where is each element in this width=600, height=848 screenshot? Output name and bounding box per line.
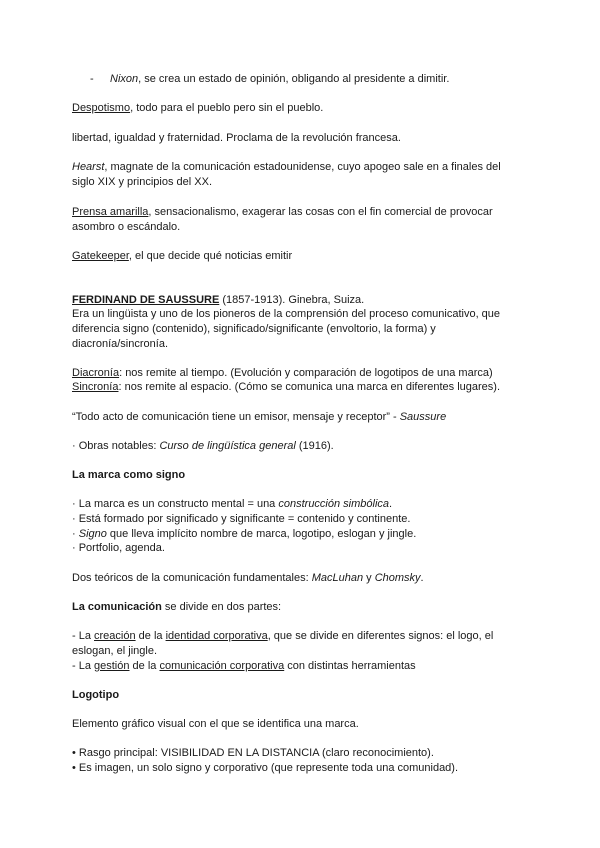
teoricos-mid: y [363,572,375,584]
marca-item-1 [72,497,392,511]
saussure-heading: FERDINAND DE SAUSSURE [72,294,220,306]
c2-post: con distintas herramientas [284,660,416,672]
gatekeeper-line [72,249,292,263]
saussure-line-1: Era un lingüista y uno de los pioneros de la comprensión del proceso comunicativo, que [72,308,501,320]
creacion: creación [94,630,136,642]
gatekeeper-text: , el que decide qué noticias emitir [128,250,293,262]
obras-line [72,439,334,453]
identidad-corporativa: identidad corporativa [165,630,268,642]
marca-item-3-pre: · [72,528,79,540]
saussure-heading-line [72,293,364,307]
saussure-dates: (1857-1913). Ginebra, Suiza. [219,294,365,306]
prensa-text-1: , sensacionalismo, exagerar las cosas con el fin comercial de provocar [148,206,493,218]
c2-mid: de la [129,660,160,672]
diacronia-line [72,366,493,380]
c1-post: , que se divide en diferentes signos: el logo, el [267,630,494,642]
teoricos-line [72,571,424,585]
hearst-name: Hearst [72,161,105,173]
prensa-term: Prensa amarilla [72,206,149,218]
nixon-text: , se crea un estado de opinión, obligando al presidente a dimitir. [138,73,450,85]
c2-pre: - La [72,660,95,672]
marca-item-4: · Portfolio, agenda. [72,542,165,554]
sincronia-term: Sincronía [72,381,119,393]
obras-title: Curso de lingüística general [159,440,296,452]
saussure-line-3: diacronía/sincronía. [72,338,168,350]
comunicacion-item-1 [72,629,493,643]
despotismo-term: Despotismo [72,102,131,114]
sincronia-text: : nos remite al espacio. (Cómo se comunica una marca en diferentes lugares). [118,381,500,393]
logotipo-heading: Logotipo [72,689,120,701]
gestion: gestión [94,660,130,672]
logotipo-def: Elemento gráfico visual con el que se identifica una marca. [72,718,359,730]
c1-mid: de la [135,630,166,642]
teoricos-post: . [420,572,424,584]
nixon-name: Nixon [110,73,139,85]
quote-author: Saussure [399,411,447,423]
diacronia-text: : nos remite al tiempo. (Evolución y comparación de logotipos de una marca) [119,367,493,379]
hearst-line-2: siglo XIX y principios del XX. [72,176,213,188]
comunicacion-item-1-cont: eslogan, el jingle. [72,645,158,657]
list-dash: - [90,73,94,85]
macluhan: MacLuhan [311,572,364,584]
teoricos-pre: Dos teóricos de la comunicación fundamentales: [72,572,312,584]
obras-prefix: · Obras notables: [72,440,160,452]
diacronia-term: Diacronía [72,367,120,379]
prensa-line-1 [72,205,493,219]
marca-item-3 [72,527,416,541]
quote-text: “Todo acto de comunicación tiene un emisor, mensaje y receptor” - [72,411,400,423]
gatekeeper-term: Gatekeeper [72,250,129,262]
comunicacion-rest: se divide en dos partes: [161,601,282,613]
c1-pre: - La [72,630,95,642]
hearst-line-1 [72,160,501,174]
libertad-line: libertad, igualdad y fraternidad. Proclama de la revolución francesa. [72,132,401,144]
marca-item-1-post: . [389,498,393,510]
despotismo-line [72,101,323,115]
comunicacion-heading [72,600,281,614]
chomsky: Chomsky [374,572,421,584]
logotipo-bullet-2: • Es imagen, un solo signo y corporativo (que represente toda una comunidad). [72,762,459,774]
marca-item-3-post: que lleva implícito nombre de marca, logotipo, eslogan y jingle. [106,528,417,540]
sincronia-line [72,380,500,394]
marca-item-1-pre: · La marca es un constructo mental = una [72,498,279,510]
prensa-line-2: asombro o escándalo. [72,221,181,233]
marca-item-2: · Está formado por significado y significante = contenido y continente. [72,513,411,525]
comunicacion-bold: La comunicación [72,601,162,613]
hearst-text-1: , magnate de la comunicación estadounidense, cuyo apogeo sale en a finales del [104,161,501,173]
marca-signo-heading: La marca como signo [72,469,186,481]
saussure-quote [72,410,446,424]
saussure-line-2: diferencia signo (contenido), significado/significante (envoltorio, la forma) y [72,323,436,335]
despotismo-text: , todo para el pueblo pero sin el pueblo. [130,102,324,114]
logotipo-bullet-1: • Rasgo principal: VISIBILIDAD EN LA DISTANCIA (claro reconocimiento). [72,747,434,759]
comunicacion-item-2 [72,659,416,673]
construccion-simbolica: construcción simbólica [278,498,390,510]
comunicacion-corporativa: comunicación corporativa [159,660,285,672]
signo-term: Signo [78,528,107,540]
obras-suffix: (1916). [295,440,334,452]
